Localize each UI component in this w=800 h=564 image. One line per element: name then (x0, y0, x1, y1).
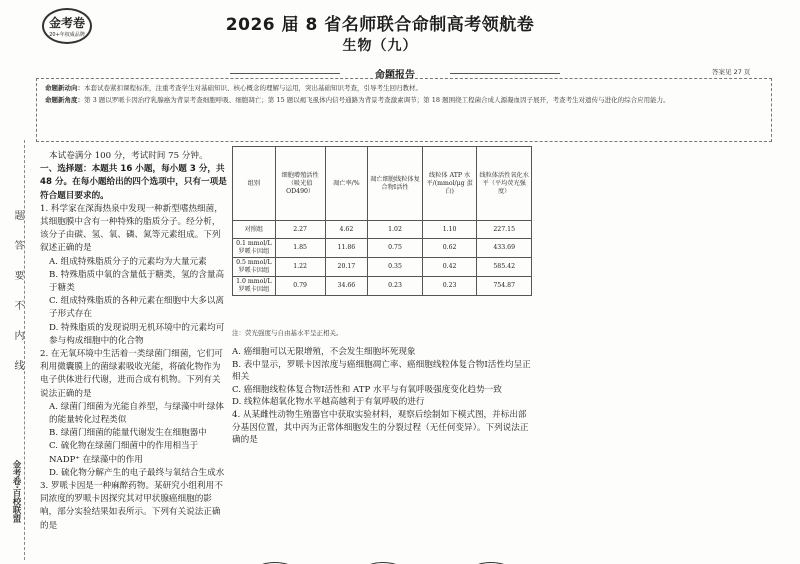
question-3-option-a: A. 癌细胞可以无限增殖，不会发生细胞坏死现象 (232, 347, 416, 357)
question-1-stem: 1. 科学家在深海热泉中发现一种新型嗜热细菌，其细胞膜中含有一种特殊的脂质分子。经分析，该分子由碳、氢、氧、磷、氮等元素组成。下列叙述正确的是 (40, 203, 223, 254)
table-cell: 2.27 (275, 221, 325, 239)
question-3-option-d: D. 线粒体超氧化物水平越高越利于有氧呼吸的进行 (232, 397, 425, 408)
table-header-cell: 线粒体活性氧化水平（平均荧光强度） (477, 147, 532, 221)
question-3-options (232, 346, 532, 447)
table-cell: 对照组 (233, 221, 276, 239)
report-item-text: 本套试卷紧扣课程标准，注重考查学生对基础知识、核心概念的理解与运用，突出基础知识考查，引导考生回归教材。 (84, 84, 422, 92)
table-header-cell: 凋亡细胞线粒体复合物Ⅰ活性 (368, 147, 423, 221)
table-header-cell: 线粒体 ATP 水平/(mmol/μg 蛋白) (422, 147, 477, 221)
exam-intro: 本试卷满分 100 分，考试时间 75 分钟。 (49, 151, 208, 161)
results-table (232, 146, 532, 296)
table-cell: 1.02 (368, 221, 423, 239)
table-row (233, 258, 532, 277)
margin-word: 要 (12, 270, 23, 280)
question-2-option-c: C. 硫化物在绿菌门细菌中的作用相当于 NADP⁺ 在绿藻中的作用 (49, 441, 199, 465)
table-cell: 34.66 (325, 277, 368, 296)
table-cell: 0.23 (422, 277, 477, 296)
report-item (45, 83, 763, 93)
question-4-stem: 4. 从某雌性动物生殖器官中获取实验材料，观察后绘制如下模式图，并标出部分基因位置，其中丙为正常体细胞发生的分裂过程（无任何变异）。下列说法正确的是 (232, 409, 529, 446)
question-1-option-a: A. 组成特殊脂质分子的元素均为大量元素 (49, 256, 207, 267)
brand-logo (38, 6, 96, 46)
margin-word: 答 (12, 240, 23, 250)
table-cell: 754.87 (477, 277, 532, 296)
exam-title: 2026 届 8 省名师联合命制高考领航卷 (225, 15, 535, 35)
question-1-option-c: C. 组成特殊脂质的各种元素在细胞中大多以离子形式存在 (49, 296, 225, 320)
binding-line (24, 140, 25, 560)
report-item-text: 第 3 题以罗哌卡因治疗乳腺癌为背景考查细胞呼吸、细胞凋亡；第 15 题以褐飞虱体内信号通路为背景考查激素调节；第 18 题围绕工程菌合成人源凝血因子展开，考查考生对遗传与进化的综合应用能力。 (84, 96, 670, 104)
table-header-cell: 组别 (233, 147, 276, 221)
logo-text: 金考卷 (48, 16, 85, 30)
report-rule-right (450, 73, 560, 74)
table-row (233, 277, 532, 296)
table-cell: 1.85 (275, 239, 325, 258)
brand-vertical: 金考卷·百校联盟 (11, 460, 21, 523)
table-cell: 4.62 (325, 221, 368, 239)
table-cell: 0.1 mmol/L 罗哌卡因组 (233, 239, 276, 258)
report-box (36, 78, 772, 142)
table-cell: 0.42 (422, 258, 477, 277)
table-cell: 20.17 (325, 258, 368, 277)
table-cell: 0.79 (275, 277, 325, 296)
table-cell: 0.62 (422, 239, 477, 258)
margin-word: 题 (12, 210, 23, 220)
margin-word: 线 (12, 360, 23, 370)
table-cell: 0.5 mmol/L 罗哌卡因组 (233, 258, 276, 277)
left-column (40, 150, 228, 533)
question-1-option-d: D. 特殊脂质的发现说明无机环境中的元素均可参与构成细胞中的化合物 (49, 322, 225, 346)
binding-margin (0, 0, 36, 564)
report-item-label: 命题新动向： (45, 84, 84, 92)
table-cell: 0.75 (368, 239, 423, 258)
table-cell: 433.69 (477, 239, 532, 258)
table-cell: 11.86 (325, 239, 368, 258)
question-1-option-b: B. 特殊脂质中氧的含量低于糖类，氢的含量高于糖类 (49, 269, 225, 294)
question-2-option-d: D. 硫化物分解产生的电子最终与氧结合生成水 (49, 467, 225, 478)
logo-subtext: 20+年权威品牌 (49, 32, 85, 38)
table-row (233, 239, 532, 258)
question-2-option-a: A. 绿菌门细菌为光能自养型，与绿藻中叶绿体的能量转化过程类似 (49, 401, 224, 426)
margin-word: 内 (12, 330, 23, 340)
question-3-option-c: C. 癌细胞线粒体复合物Ⅰ活性和 ATP 水平与有氧呼吸强度变化趋势一致 (232, 384, 502, 395)
table-cell: 0.35 (368, 258, 423, 277)
report-rule-left (230, 73, 340, 74)
question-2-option-b: B. 绿菌门细菌的能量代谢发生在细胞器中 (49, 428, 207, 439)
question-2-stem: 2. 在无氧环境中生活着一类绿菌门细菌，它们可利用微囊膜上的菌绿素吸收光能，将硫化物作为电子供体进行代谢，进而合成有机物。下列有关说法正确的是 (40, 349, 223, 399)
table-cell: 1.0 mmol/L 罗哌卡因组 (233, 277, 276, 296)
report-item (45, 95, 763, 105)
question-3-stem: 3. 罗哌卡因是一种麻醉药物。某研究小组利用不同浓度的罗哌卡因探究其对甲状腺癌细胞的影响，部分实验结果如表所示。下列有关说法正确的是 (40, 481, 223, 531)
table-cell: 1.10 (422, 221, 477, 239)
table-cell: 585.42 (477, 258, 532, 277)
table-cell: 1.22 (275, 258, 325, 277)
section-title: 一、选择题：本题共 16 小题，每小题 3 分，共 48 分。在每小题给出的四个选项中，只有一项是符合题目要求的。 (40, 164, 227, 201)
table-header-cell: 凋亡率/% (325, 147, 368, 221)
margin-word: 不 (12, 300, 23, 310)
exam-subtitle: 生物（九） (342, 38, 418, 54)
question-3-option-b: B. 表中显示，罗哌卡因浓度与癌细胞凋亡率、癌细胞线粒体复合物Ⅰ活性均呈正相关 (232, 359, 531, 383)
table-row (233, 221, 532, 239)
answer-reference: 答案见 27 页 (712, 68, 751, 76)
table-header-row (233, 147, 532, 221)
table-note: 注：荧光强度与自由基水平呈正相关。 (232, 329, 343, 337)
report-heading: 命题报告 (375, 70, 415, 81)
table-header-cell: 细胞增殖活性（吸光值OD490） (275, 147, 325, 221)
table-cell: 0.23 (368, 277, 423, 296)
table-cell: 227.15 (477, 221, 532, 239)
report-item-label: 命题新角度： (45, 96, 84, 104)
